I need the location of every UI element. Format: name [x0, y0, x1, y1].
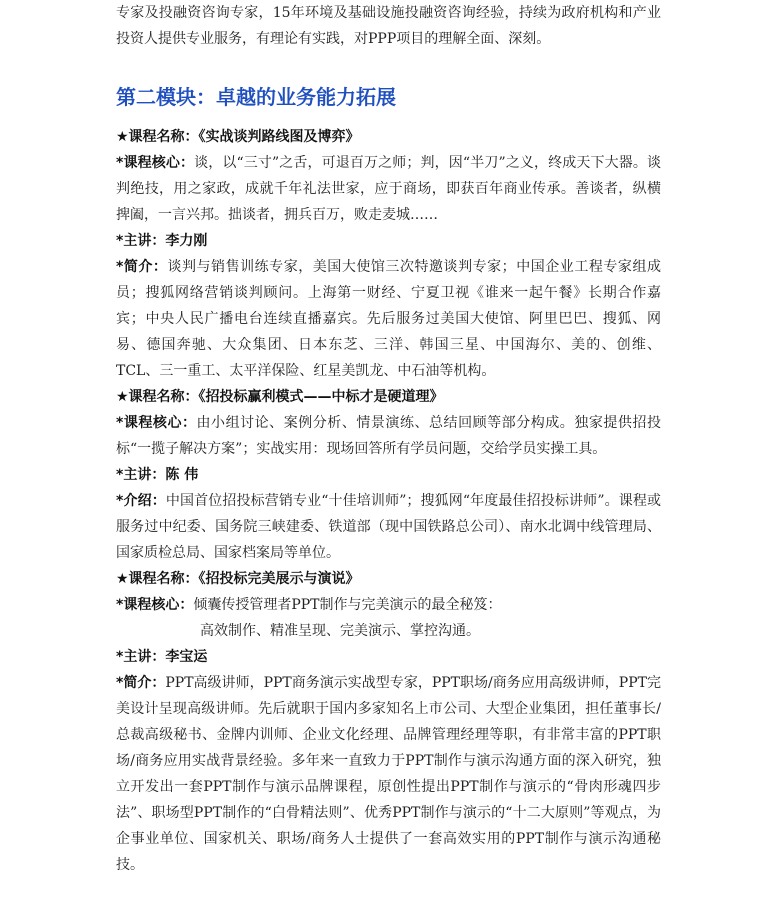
intro-paragraph: 专家及投融资咨询专家，15年环境及基础设施投融资咨询经验，持续为政府机构和产业投资人提供专业服务，有理论有实践，对PPP项目的理解全面、深刻。	[116, 5, 661, 47]
course-core	[116, 592, 661, 618]
document-page	[116, 0, 661, 878]
speaker-name: 李宝运	[165, 649, 208, 665]
course-title: ★课程名称：《招投标赢利模式——中标才是硬道理》	[116, 389, 444, 405]
course-title: ★课程名称：《实战谈判路线图及博弈》	[116, 129, 360, 145]
bio-text: 中国首位招投标营销专业“十佳培训师”；搜狐网“年度最佳招投标讲师”。课程或服务过中纪委、国务院三峡建委、铁道部（现中国铁路总公司）、南水北调中线管理局、国家质检总局、国家档案局等单位。	[116, 493, 661, 561]
speaker-label: *主讲：	[116, 233, 166, 249]
core-label: *课程核心：	[116, 597, 194, 613]
core-text: 倾囊传授管理者PPT制作与完美演示的最全秘笈：	[193, 597, 502, 613]
bio-label: *简介：	[116, 675, 166, 691]
course-bio	[116, 670, 661, 878]
core-text: 谈，以“三寸”之舌，可退百万之师；判，因“半刀”之义，终成天下大器。谈判绝技，用之家政，成就千年礼法世家，应于商场，即获百年商业传承。善谈者，纵横捭阖，一言兴邦。拙谈者，拥兵百万，败走麦城……	[116, 155, 661, 223]
speaker-label: *主讲：	[116, 467, 166, 483]
course-bio	[116, 488, 661, 566]
course-block	[116, 124, 661, 384]
speaker-label: *主讲：	[116, 649, 166, 665]
course-bio	[116, 254, 661, 384]
course-title: ★课程名称：《招投标完美展示与演说》	[116, 571, 360, 587]
core-label: *课程核心：	[116, 155, 195, 171]
course-core	[116, 150, 661, 228]
core-label: *课程核心：	[116, 415, 197, 431]
course-block	[116, 384, 661, 566]
course-block	[116, 566, 661, 878]
speaker-name: 陈 伟	[165, 467, 199, 483]
bio-label: *简介：	[116, 259, 168, 275]
course-core	[116, 410, 661, 462]
core-text: 由小组讨论、案例分析、情景演练、总结回顾等部分构成。独家提供招投标“一揽子解决方案”；实战实用：现场回答所有学员问题，交给学员实操工具。	[116, 415, 661, 457]
course-speaker	[116, 462, 661, 488]
bio-label: *介绍：	[116, 493, 166, 509]
bio-text: PPT高级讲师，PPT商务演示实战型专家，PPT职场/商务应用高级讲师，PPT完美设计呈现高级讲师。先后就职于国内多家知名上市公司、大型企业集团，担任董事长/总裁高级秘书、金牌内训师、企业文化经理、品牌管理经理等职，有非常丰富的PPT职场/商务应用实战背景经验。多年来一直致力于PPT制作与演示沟通方面的深入研究，独立开发出一套PPT制作与演示品牌课程，原创性提出PPT制作与演示的“骨肉形魂四步法”、职场型PPT制作的“白骨精法则”、优秀PPT制作与演示的“十二大原则”等观点，为企事业单位、国家机关、职场/商务人士提供了一套高效实用的PPT制作与演示沟通秘技。	[116, 675, 661, 873]
bio-text: 谈判与销售训练专家，美国大使馆三次特邀谈判专家；中国企业工程专家组成员；搜狐网络营销谈判顾问。上海第一财经、宁夏卫视《谁来一起午餐》长期合作嘉宾；中央人民广播电台连续直播嘉宾。先后服务过美国大使馆、阿里巴巴、搜狐、网易、德国奔驰、大众集团、日本东芝、三洋、韩国三星、中国海尔、美的、创维、TCL、三一重工、太平洋保险、红星美凯龙、中石油等机构。	[116, 259, 661, 379]
module-title: 第二模块：卓越的业务能力拓展	[116, 85, 396, 109]
speaker-name: 李力刚	[165, 233, 208, 249]
course-core-continued: 高效制作、精准呈现、完美演示、掌控沟通。	[200, 623, 480, 639]
course-speaker	[116, 228, 661, 254]
course-speaker	[116, 644, 661, 670]
